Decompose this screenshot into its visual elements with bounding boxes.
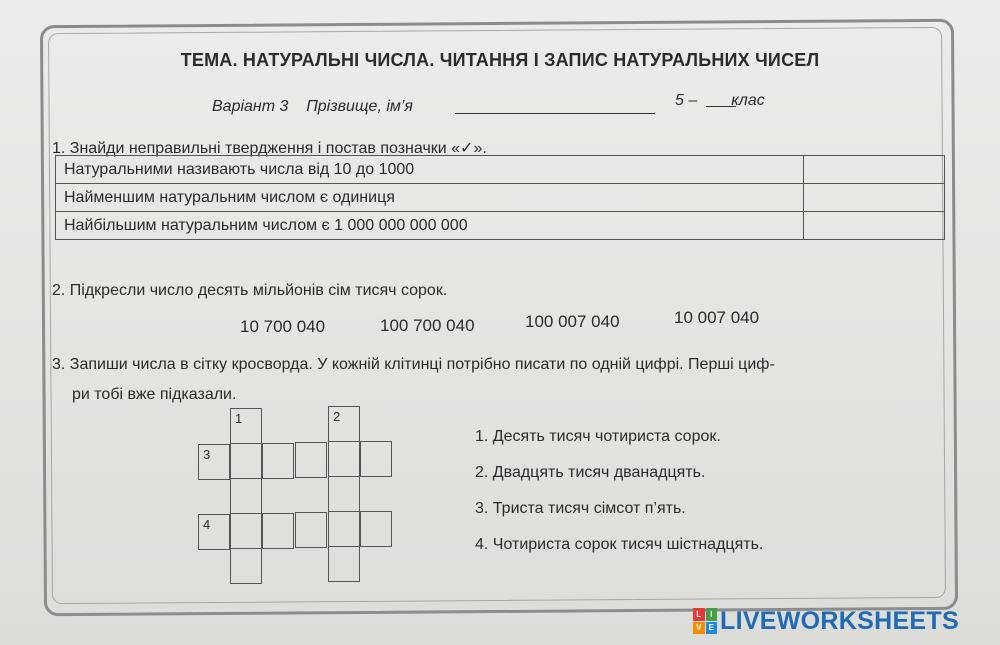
logo-letter: E [706, 622, 718, 635]
table-row [56, 212, 945, 240]
worksheet-title: ТЕМА. НАТУРАЛЬНІ ЧИСЛА. ЧИТАННЯ І ЗАПИС НАТУРАЛЬНИХ ЧИСЕЛ [180, 50, 820, 70]
crossword-cell[interactable] [198, 444, 230, 480]
crossword-cell[interactable] [230, 408, 262, 444]
crossword-cell[interactable] [328, 476, 360, 512]
crossword-cell[interactable] [328, 406, 360, 442]
crossword-cell[interactable] [230, 443, 262, 479]
number-option[interactable]: 10 007 040 [674, 308, 760, 327]
clue-item: 2. Двадцять тисяч дванадцять. [475, 464, 706, 481]
table-row [56, 184, 945, 212]
class-suffix: клас [731, 92, 765, 109]
question-3-text [52, 350, 952, 410]
variant-text: Варіант 3 [212, 98, 289, 115]
cell-number: 4 [203, 517, 211, 532]
clue-item: 1. Десять тисяч чотириста сорок. [475, 428, 721, 445]
crossword-cell[interactable] [198, 514, 230, 550]
number-option[interactable]: 10 700 040 [240, 317, 326, 336]
crossword-cell[interactable] [262, 443, 294, 479]
crossword-cell[interactable] [328, 441, 360, 477]
check-cell[interactable] [804, 212, 945, 240]
crossword-cell[interactable] [328, 511, 360, 547]
statements-table [55, 155, 945, 240]
class-field[interactable] [706, 106, 736, 107]
check-cell[interactable] [804, 184, 945, 212]
clue-item: 3. Триста тисяч сімсот п’ять. [475, 500, 686, 517]
table-row [56, 156, 945, 184]
question-3-line-1: 3. Запиши числа в сітку кросворда. У кожній клітинці потрібно писати по одній цифрі. Перші циф- [52, 356, 775, 373]
statement-cell: Найбільшим натуральним числом є 1 000 000 000 000 [56, 212, 804, 240]
logo-letter: L [693, 608, 705, 621]
question-3-line-2: ри тобі вже підказали. [72, 386, 237, 403]
logo-text: LIVEWORKSHEETS [720, 606, 959, 635]
cell-number: 3 [203, 447, 211, 462]
logo-letter: V [693, 622, 705, 635]
question-1-text: 1. Знайди неправильні твердження і постав позначки «✓». [52, 140, 487, 157]
logo-icon [693, 608, 717, 634]
class-label [675, 92, 765, 110]
clue-item: 4. Чотириста сорок тисяч шістнадцять. [475, 536, 764, 553]
class-prefix: 5 – [675, 92, 698, 109]
surname-field[interactable] [455, 113, 655, 114]
crossword-clues [475, 428, 763, 572]
check-cell[interactable] [804, 156, 945, 184]
statement-cell: Найменшим натуральним числом є одиниця [56, 184, 804, 212]
cell-number: 2 [333, 409, 341, 424]
surname-label: Прізвище, ім’я [306, 98, 413, 115]
cell-number: 1 [235, 411, 243, 426]
number-option[interactable]: 100 007 040 [525, 312, 620, 331]
variant-label [212, 98, 413, 116]
question-2-text: 2. Підкресли число десять мільйонів сім тисяч сорок. [52, 282, 448, 299]
crossword-cell[interactable] [230, 478, 262, 514]
crossword-cell[interactable] [360, 441, 392, 477]
crossword-cell[interactable] [360, 511, 392, 547]
statement-cell: Натуральними називають числа від 10 до 1000 [56, 156, 804, 184]
crossword-cell[interactable] [262, 513, 294, 549]
number-option[interactable]: 100 700 040 [380, 316, 475, 335]
crossword-cell[interactable] [230, 548, 262, 584]
liveworksheets-logo [693, 606, 959, 636]
logo-letter: I [706, 608, 718, 621]
crossword-cell[interactable] [295, 442, 327, 478]
crossword-cell[interactable] [230, 513, 262, 549]
crossword-cell[interactable] [295, 512, 327, 548]
crossword-cell[interactable] [328, 546, 360, 582]
